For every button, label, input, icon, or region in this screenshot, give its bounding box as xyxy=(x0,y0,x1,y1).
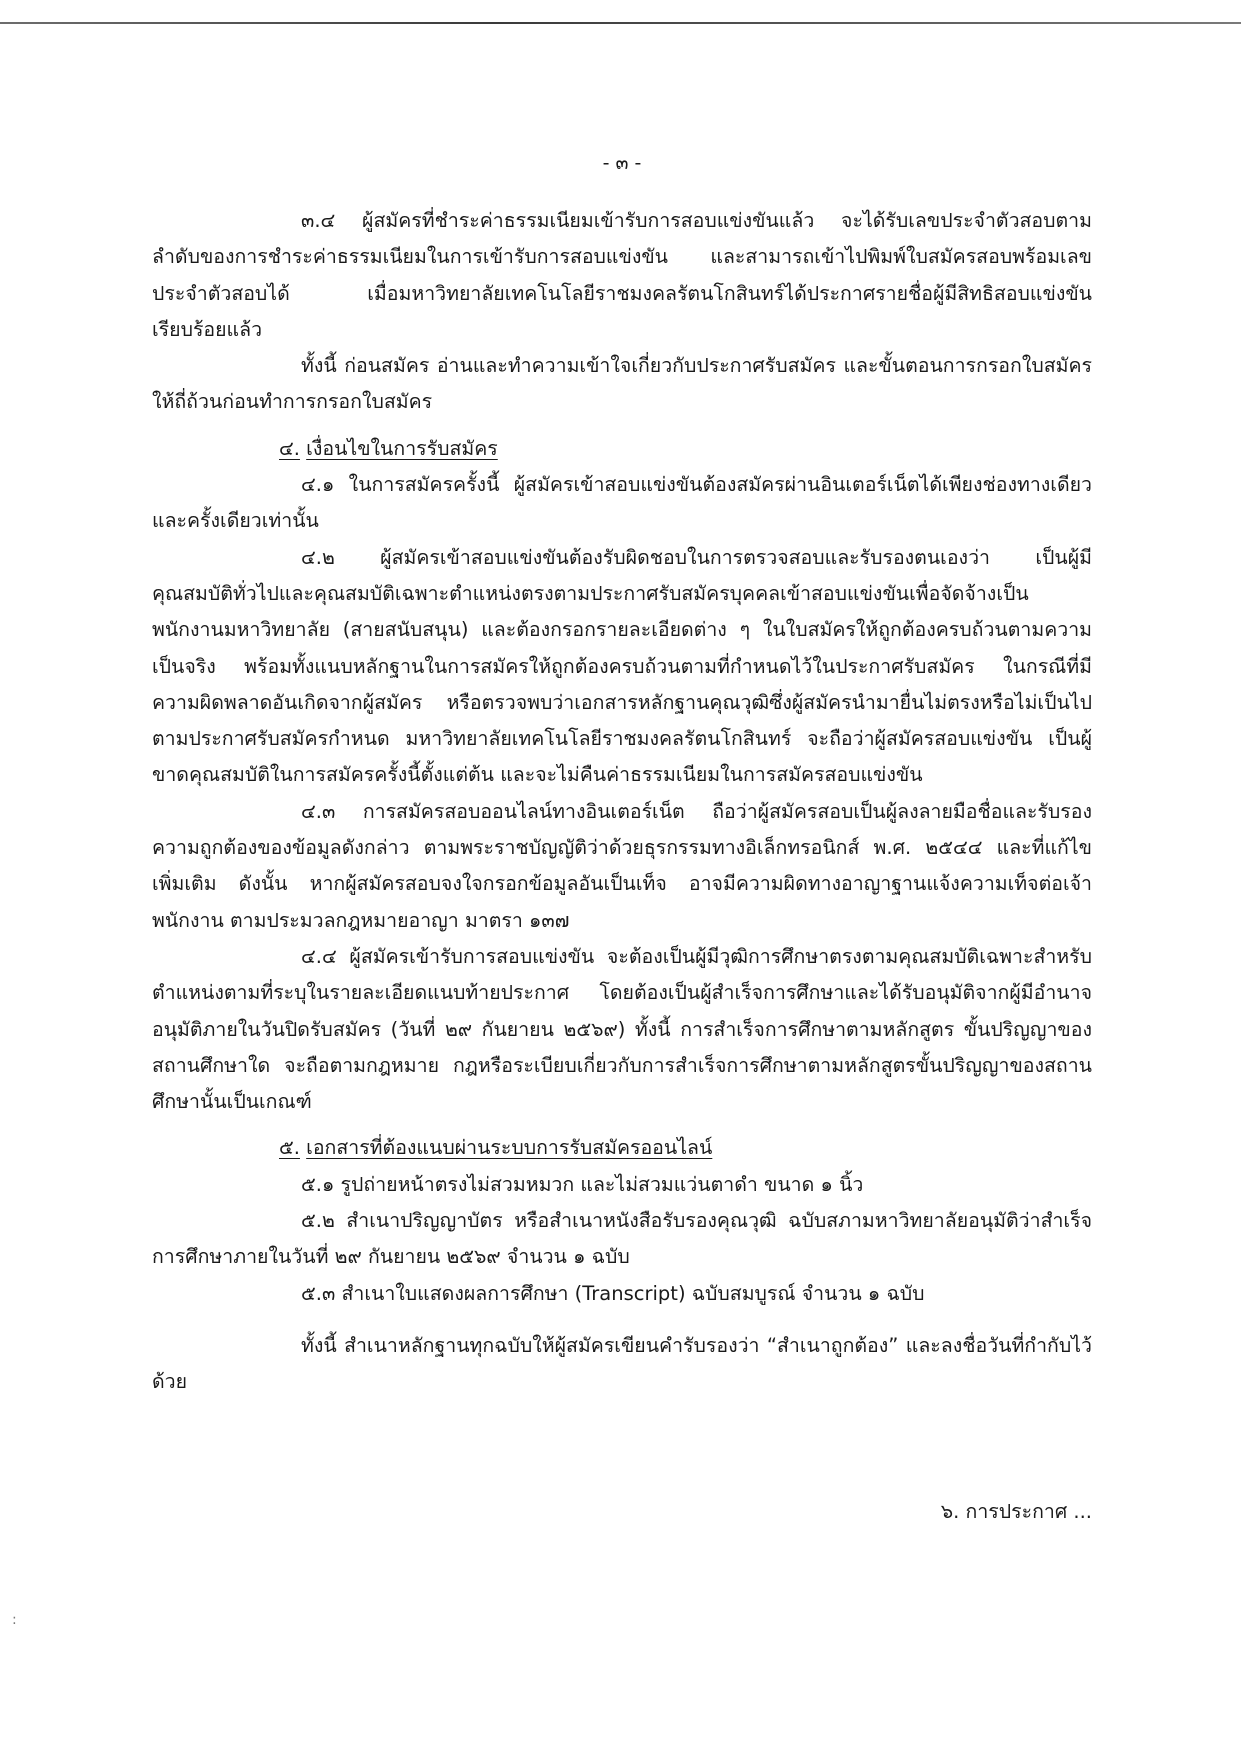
section-4-number: ๔. xyxy=(279,436,300,460)
paragraph-5-2: ๕.๒ สำเนาปริญญาบัตร หรือสำเนาหนังสือรับรองคุณวุฒิ ฉบับสภามหาวิทยาลัยอนุมัติว่าสำเร็จการศึกษาภายในวันที่ ๒๙ กันยายน ๒๕๖๙ จำนวน ๑ ฉบับ xyxy=(152,1209,1092,1269)
margin-speck: : xyxy=(12,1612,17,1628)
paragraph-5-1: ๕.๑ รูปถ่ายหน้าตรงไม่สวมหมวก และไม่สวมแว่นตาดำ ขนาด ๑ นิ้ว xyxy=(301,1172,864,1196)
document-body xyxy=(152,203,1092,1401)
paragraph-3-note: ทั้งนี้ ก่อนสมัคร อ่านและทำความเข้าใจเกี่ยวกับประกาศรับสมัคร และขั้นตอนการกรอกใบสมัครให้ถี่ถ้วนก่อนทำการกรอกใบสมัคร xyxy=(152,354,1092,414)
paragraph-5-note: ทั้งนี้ สำเนาหลักฐานทุกฉบับให้ผู้สมัครเขียนคำรับรองว่า “สำเนาถูกต้อง” และลงชื่อวันที่กำกับไว้ด้วย xyxy=(152,1333,1092,1394)
page-number: - ๓ - xyxy=(602,152,642,174)
paragraph-3-4: ๓.๔ ผู้สมัครที่ชำระค่าธรรมเนียมเข้ารับการสอบแข่งขันแล้ว จะได้รับเลขประจำตัวสอบตามลำดับของการชำระค่าธรรมเนียมในการเข้ารับการสอบแข่งขัน และสามารถเข้าไปพิมพ์ใบสมัครสอบพร้อมเลขประจำตัวสอบได้ เมื่อมหาวิทยาลัยเทคโนโลยีราชมงคลรัตนโกสินทร์ได้ประกาศรายชื่อผู้มีสิทธิสอบแข่งขันเรียบร้อยแล้ว xyxy=(152,209,1092,341)
top-border-line xyxy=(0,22,1241,24)
paragraph-4-1: ๔.๑ ในการสมัครครั้งนี้ ผู้สมัครเข้าสอบแข่งขันต้องสมัครผ่านอินเตอร์เน็ตได้เพียงช่องทางเดียวและครั้งเดียวเท่านั้น xyxy=(152,473,1092,533)
section-4-heading xyxy=(152,431,1092,467)
section-5-title: เอกสารที่ต้องแนบผ่านระบบการรับสมัครออนไลน์ xyxy=(306,1136,713,1160)
section-5-heading xyxy=(152,1130,1092,1166)
section-5-number: ๕. xyxy=(279,1136,300,1160)
section-4-title: เงื่อนไขในการรับสมัคร xyxy=(306,436,498,460)
paragraph-4-3: ๔.๓ การสมัครสอบออนไลน์ทางอินเตอร์เน็ต ถือว่าผู้สมัครสอบเป็นผู้ลงลายมือชื่อและรับรองความถูกต้องของข้อมูลดังกล่าว ตามพระราชบัญญัติว่าด้วยธุรกรรมทางอิเล็กทรอนิกส์ พ.ศ. ๒๕๔๔ และที่แก้ไขเพิ่มเติม ดังนั้น หากผู้สมัครสอบจงใจกรอกข้อมูลอันเป็นเท็จ อาจมีความผิดทางอาญาฐานแจ้งความเท็จต่อเจ้าพนักงาน ตามประมวลกฎหมายอาญา มาตรา ๑๓๗ xyxy=(152,799,1092,932)
paragraph-4-2: ๔.๒ ผู้สมัครเข้าสอบแข่งขันต้องรับผิดชอบในการตรวจสอบและรับรองตนเองว่า เป็นผู้มีคุณสมบัติทั่วไปและคุณสมบัติเฉพาะตำแหน่งตรงตามประกาศรับสมัครบุคคลเข้าสอบแข่งขันเพื่อจัดจ้างเป็นพนักงานมหาวิทยาลัย (สายสนับสนุน) และต้องกรอกรายละเอียดต่าง ๆ ในใบสมัครให้ถูกต้องครบถ้วนตามความเป็นจริง พร้อมทั้งแนบหลักฐานในการสมัครให้ถูกต้องครบถ้วนตามที่กำหนดไว้ในประกาศรับสมัคร ในกรณีที่มีความผิดพลาดอันเกิดจากผู้สมัคร หรือตรวจพบว่าเอกสารหลักฐานคุณวุฒิซึ่งผู้สมัครนำมายื่นไม่ตรงหรือไม่เป็นไปตามประกาศรับสมัครกำหนด มหาวิทยาลัยเทคโนโลยีราชมงคลรัตนโกสินทร์ จะถือว่าผู้สมัครสอบแข่งขัน เป็นผู้ขาดคุณสมบัติในการสมัครครั้งนี้ตั้งแต่ต้น และจะไม่คืนค่าธรรมเนียมในการสมัครสอบแข่งขัน xyxy=(152,545,1092,787)
paragraph-5-3: ๕.๓ สำเนาใบแสดงผลการศึกษา (Transcript) ฉบับสมบูรณ์ จำนวน ๑ ฉบับ xyxy=(301,1281,925,1305)
paragraph-4-4: ๔.๔ ผู้สมัครเข้ารับการสอบแข่งขัน จะต้องเป็นผู้มีวุฒิการศึกษาตรงตามคุณสมบัติเฉพาะสำหรับตำแหน่งตามที่ระบุในรายละเอียดแนบท้ายประกาศ โดยต้องเป็นผู้สำเร็จการศึกษาและได้รับอนุมัติจากผู้มีอำนาจอนุมัติภายในวันปิดรับสมัคร (วันที่ ๒๙ กันยายน ๒๕๖๙) ทั้งนี้ การสำเร็จการศึกษาตามหลักสูตร ขั้นปริญญาของสถานศึกษาใด จะถือตามกฎหมาย กฎหรือระเบียบเกี่ยวกับการสำเร็จการศึกษาตามหลักสูตรขั้นปริญญาของสถานศึกษานั้นเป็นเกณฑ์ xyxy=(152,944,1092,1114)
continuation-marker: ๖. การประกาศ ... xyxy=(940,1500,1092,1523)
